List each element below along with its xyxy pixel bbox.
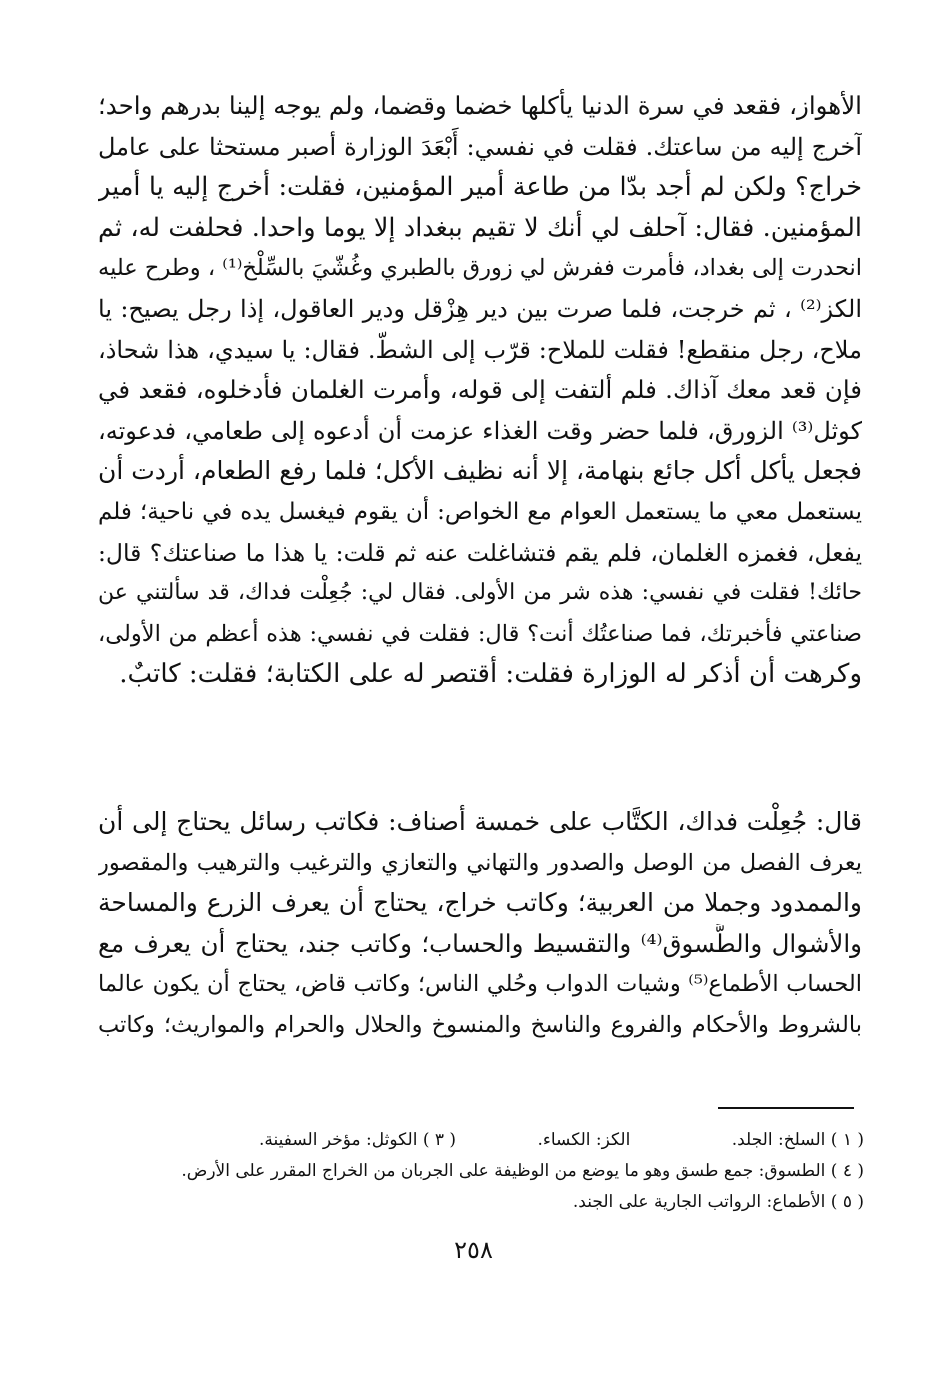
text-line: يستعمل معي ما يستعمل العوام مع الخواص: أن يقوم فيغسل يده في ناحية؛ فلم (98, 498, 862, 525)
text-line: حائك! فقلت في نفسي: هذه شر من الأولى. فقال لي: جُعِلْت فداك، قد سألتني عن (98, 580, 862, 606)
text-line: صناعتي فأخبرتك، فما صناعتُك أنت؟ قال: فقلت في نفسي: هذه أعظم من الأولى، (98, 620, 862, 647)
text-line: آخرج إليه من ساعتك. فقلت في نفسي: أَبْعَدَ الوزارة أصبر مستحثا على عامل (98, 132, 862, 161)
text-line: فإن قعد معك آذاك. فلم ألتفت إلى قوله، وأمرت الغلمان فأدخلوه، فقعد في (98, 375, 862, 405)
text-line: ملاح، رجل منقطع! فقلت للملاح: قرّب إلى الشطّ. فقال: يا سيدي، هذا شحاذ، (98, 335, 862, 364)
footnote-4: ( ٤ ) الطسوق: جمع طسق وهو ما يوضع من الوظيفة على الجربان من الخراج المقرر على الأرض. (181, 1161, 864, 1181)
footnote-3: ( ٣ ) الكوثل: مؤخر السفينة. (259, 1130, 457, 1150)
text-line: فجعل يأكل أكل جائع بنهامة، إلا أنه نظيف الأكل؛ فلما رفع الطعام، أردت أن (98, 456, 862, 486)
text-line: الأهواز، فقعد في سرة الدنيا يأكلها خضما وقضما، ولم يوجه إلينا بدرهم واحد؛ (98, 91, 862, 120)
text-line: قال: جُعِلْت فداك، الكتَّاب على خمسة أصناف: فكاتب رسائل يحتاج إلى أن (98, 807, 862, 836)
paragraph-1 (98, 86, 862, 695)
footnote-5: ( ٥ ) الأطماع: الرواتب الجارية على الجند. (572, 1192, 864, 1212)
text-line: والممدود وجملا من العربية؛ وكاتب خراج، يحتاج أن يعرف الزرع والمساحة (98, 888, 862, 918)
footnote-2: الكز: الكساء. (537, 1130, 631, 1150)
text-line: خراج؟ ولكن لم أجد بدّا من طاعة أمير المؤمنين، فقلت: أخرج إليه يا أمير (98, 172, 862, 203)
text-line: وكرهت أن أذكر له الوزارة فقلت: أقتصر له على الكتابة؛ فقلت: كاتبٌ. (119, 659, 862, 690)
text-line: بالشروط والأحكام والفروع والناسخ والمنسوخ والحلال والحرام والمواريث؛ وكاتب (98, 1011, 862, 1038)
text-line: كوثل⁽³⁾ الزورق، فلما حضر وقت الغذاء عزمت أن أدعوه إلى طعامي، فدعوته، (98, 416, 862, 445)
text-line: الحساب الأطماع⁽⁵⁾ وشيات الدواب وحُلي الناس؛ وكاتب قاض، يحتاج أن يكون عالما (98, 971, 862, 998)
text-line: الكز⁽²⁾ ، ثم خرجت، فلما صرت بين دير هِزْقل ودير العاقول، إذا رجل يصيح: يا (98, 294, 862, 323)
text-line: والأشوال والطَّسوق⁽⁴⁾ والتقسيط والحساب؛ وكاتب جند، يحتاج أن يعرف مع (98, 928, 862, 958)
text-line: يعرف الفصل من الوصل والصدور والتهاني والتعازي والترغيب والترهيب والمقصور (98, 849, 862, 876)
page-number: ٢٥٨ (454, 1236, 493, 1264)
text-line: المؤمنين. فقال: آحلف لي أنك لا تقيم ببغداد إلا يوما واحدا. فحلفت له، ثم (98, 212, 862, 243)
text-line: انحدرت إلى بغداد، فأمرت ففرش لي زورق بالطبري وغُشّيَ بالسِّلْخ⁽¹⁾ ، وطرح عليه (98, 255, 862, 282)
footnote-1: ( ١ ) السلخ: الجلد. (731, 1130, 864, 1150)
text-line: يفعل، فغمزه الغلمان، فلم يقم فتشاغلت عنه ثم قلت: يا هذا ما صناعتك؟ قال: (98, 538, 862, 567)
footnotes (120, 1125, 864, 1218)
footnote-separator (718, 1107, 854, 1109)
footnote-line-1 (120, 1125, 864, 1156)
paragraph-2 (98, 802, 862, 1046)
